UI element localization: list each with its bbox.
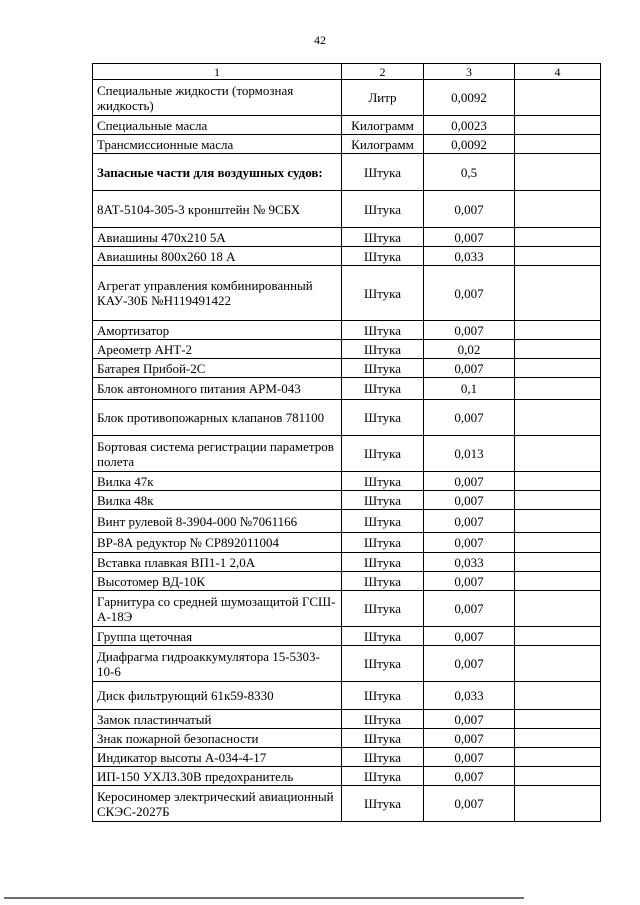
norm-value-cell: 0,007: [424, 266, 515, 321]
norm-value-cell: 0,007: [424, 400, 515, 436]
table-row: [93, 646, 601, 682]
item-name-cell: Специальные жидкости (тормозная жидкость): [93, 80, 342, 116]
note-cell: [515, 627, 601, 646]
note-cell: [515, 767, 601, 786]
item-name-cell: Вилка 48к: [93, 491, 342, 510]
norm-value-cell: 0,007: [424, 748, 515, 767]
item-name-cell: Запасные части для воздушных судов:: [93, 154, 342, 191]
item-name-cell: Группа щеточная: [93, 627, 342, 646]
item-name-cell: ВР-8А редуктор № СР892011004: [93, 533, 342, 553]
item-name-cell: Специальные масла: [93, 116, 342, 135]
column-header-1: 1: [93, 64, 342, 80]
note-cell: [515, 591, 601, 627]
item-name-cell: ИП-150 УХЛЗ.30В предохранитель: [93, 767, 342, 786]
table-row: [93, 359, 601, 378]
note-cell: [515, 116, 601, 135]
unit-cell: Килограмм: [342, 116, 424, 135]
column-header-2: 2: [342, 64, 424, 80]
norm-value-cell: 0,0092: [424, 135, 515, 154]
unit-cell: Штука: [342, 340, 424, 359]
item-name-cell: Высотомер ВД-10К: [93, 572, 342, 591]
unit-cell: Штука: [342, 191, 424, 228]
table-row: [93, 116, 601, 135]
norm-value-cell: 0,007: [424, 510, 515, 533]
norm-value-cell: 0,007: [424, 359, 515, 378]
norm-value-cell: 0,007: [424, 767, 515, 786]
norm-value-cell: 0,007: [424, 321, 515, 340]
unit-cell: Штука: [342, 378, 424, 400]
unit-cell: Штука: [342, 627, 424, 646]
table-row: [93, 572, 601, 591]
note-cell: [515, 646, 601, 682]
note-cell: [515, 710, 601, 729]
table-row: [93, 135, 601, 154]
supplies-table: [92, 63, 601, 822]
item-name-cell: Винт рулевой 8-3904-000 №7061166: [93, 510, 342, 533]
table-row: [93, 154, 601, 191]
norm-value-cell: 0,1: [424, 378, 515, 400]
note-cell: [515, 135, 601, 154]
norm-value-cell: 0,007: [424, 786, 515, 822]
norm-value-cell: 0,007: [424, 533, 515, 553]
item-name-cell: Авиашины 800х260 18 А: [93, 247, 342, 266]
norm-value-cell: 0,007: [424, 710, 515, 729]
page-number: 42: [314, 33, 326, 47]
table-row: [93, 748, 601, 767]
table-row: [93, 321, 601, 340]
note-cell: [515, 154, 601, 191]
table-row: [93, 627, 601, 646]
norm-value-cell: 0,5: [424, 154, 515, 191]
item-name-cell: Вставка плавкая ВП1-1 2,0А: [93, 553, 342, 572]
note-cell: [515, 491, 601, 510]
unit-cell: Штука: [342, 767, 424, 786]
note-cell: [515, 340, 601, 359]
norm-value-cell: 0,0023: [424, 116, 515, 135]
norm-value-cell: 0,007: [424, 491, 515, 510]
item-name-cell: Агрегат управления комбинированный КАУ-30Б №Н119491422: [93, 266, 342, 321]
note-cell: [515, 80, 601, 116]
note-cell: [515, 748, 601, 767]
column-header-3: 3: [424, 64, 515, 80]
item-name-cell: Знак пожарной безопасности: [93, 729, 342, 748]
note-cell: [515, 572, 601, 591]
item-name-cell: Керосиномер электрический авиационный СКЭС-2027Б: [93, 786, 342, 822]
table-row: [93, 682, 601, 710]
table-row: [93, 729, 601, 748]
table-row: [93, 786, 601, 822]
note-cell: [515, 378, 601, 400]
item-name-cell: Диафрагма гидроаккумулятора 15-5303-10-6: [93, 646, 342, 682]
unit-cell: Штука: [342, 786, 424, 822]
item-name-cell: Амортизатор: [93, 321, 342, 340]
table-row: [93, 591, 601, 627]
norm-value-cell: 0,007: [424, 472, 515, 491]
note-cell: [515, 786, 601, 822]
table-row: [93, 400, 601, 436]
unit-cell: Штука: [342, 321, 424, 340]
table-row: [93, 340, 601, 359]
unit-cell: Штука: [342, 472, 424, 491]
norm-value-cell: 0,033: [424, 553, 515, 572]
note-cell: [515, 359, 601, 378]
norm-value-cell: 0,007: [424, 572, 515, 591]
norm-value-cell: 0,007: [424, 646, 515, 682]
column-header-4: 4: [515, 64, 601, 80]
note-cell: [515, 400, 601, 436]
note-cell: [515, 266, 601, 321]
norm-value-cell: 0,033: [424, 682, 515, 710]
unit-cell: Штука: [342, 491, 424, 510]
item-name-cell: Вилка 47к: [93, 472, 342, 491]
table-row: [93, 191, 601, 228]
unit-cell: Штука: [342, 533, 424, 553]
table-row: [93, 710, 601, 729]
table-row: [93, 491, 601, 510]
table-row: [93, 436, 601, 472]
unit-cell: Штука: [342, 553, 424, 572]
table-header-row: [93, 64, 601, 80]
unit-cell: Штука: [342, 247, 424, 266]
note-cell: [515, 436, 601, 472]
item-name-cell: Блок автономного питания АРМ-043: [93, 378, 342, 400]
table-row: [93, 510, 601, 533]
unit-cell: Штука: [342, 228, 424, 247]
norm-value-cell: 0,007: [424, 729, 515, 748]
norm-value-cell: 0,007: [424, 591, 515, 627]
unit-cell: Штука: [342, 572, 424, 591]
unit-cell: Штука: [342, 682, 424, 710]
note-cell: [515, 553, 601, 572]
unit-cell: Штука: [342, 154, 424, 191]
unit-cell: Штука: [342, 646, 424, 682]
item-name-cell: Блок противопожарных клапанов 781100: [93, 400, 342, 436]
item-name-cell: Гарнитура со средней шумозащитой ГСШ-А-18Э: [93, 591, 342, 627]
note-cell: [515, 533, 601, 553]
item-name-cell: Ареометр АНТ-2: [93, 340, 342, 359]
unit-cell: Штука: [342, 591, 424, 627]
note-cell: [515, 321, 601, 340]
note-cell: [515, 191, 601, 228]
scan-edge-line: [4, 897, 524, 899]
note-cell: [515, 682, 601, 710]
item-name-cell: Авиашины 470х210 5А: [93, 228, 342, 247]
table-row: [93, 472, 601, 491]
table-row: [93, 228, 601, 247]
norm-value-cell: 0,007: [424, 627, 515, 646]
table-row: [93, 533, 601, 553]
item-name-cell: Батарея Прибой-2С: [93, 359, 342, 378]
item-name-cell: Индикатор высоты А-034-4-17: [93, 748, 342, 767]
table-row: [93, 80, 601, 116]
unit-cell: Штука: [342, 359, 424, 378]
unit-cell: Штука: [342, 729, 424, 748]
item-name-cell: Диск фильтрующий 61к59-8330: [93, 682, 342, 710]
norm-value-cell: 0,02: [424, 340, 515, 359]
note-cell: [515, 510, 601, 533]
unit-cell: Штука: [342, 748, 424, 767]
item-name-cell: Замок пластинчатый: [93, 710, 342, 729]
norm-value-cell: 0,013: [424, 436, 515, 472]
item-name-cell: Бортовая система регистрации параметров полета: [93, 436, 342, 472]
note-cell: [515, 729, 601, 748]
item-name-cell: Трансмиссионные масла: [93, 135, 342, 154]
item-name-cell: 8АТ-5104-305-3 кронштейн № 9СБХ: [93, 191, 342, 228]
norm-value-cell: 0,033: [424, 247, 515, 266]
norm-value-cell: 0,007: [424, 191, 515, 228]
unit-cell: Штука: [342, 710, 424, 729]
unit-cell: Штука: [342, 400, 424, 436]
table-row: [93, 266, 601, 321]
norm-value-cell: 0,007: [424, 228, 515, 247]
unit-cell: Литр: [342, 80, 424, 116]
note-cell: [515, 472, 601, 491]
table-row: [93, 378, 601, 400]
norm-value-cell: 0,0092: [424, 80, 515, 116]
table-row: [93, 553, 601, 572]
note-cell: [515, 247, 601, 266]
unit-cell: Килограмм: [342, 135, 424, 154]
unit-cell: Штука: [342, 436, 424, 472]
note-cell: [515, 228, 601, 247]
table-row: [93, 767, 601, 786]
table-row: [93, 247, 601, 266]
unit-cell: Штука: [342, 510, 424, 533]
unit-cell: Штука: [342, 266, 424, 321]
